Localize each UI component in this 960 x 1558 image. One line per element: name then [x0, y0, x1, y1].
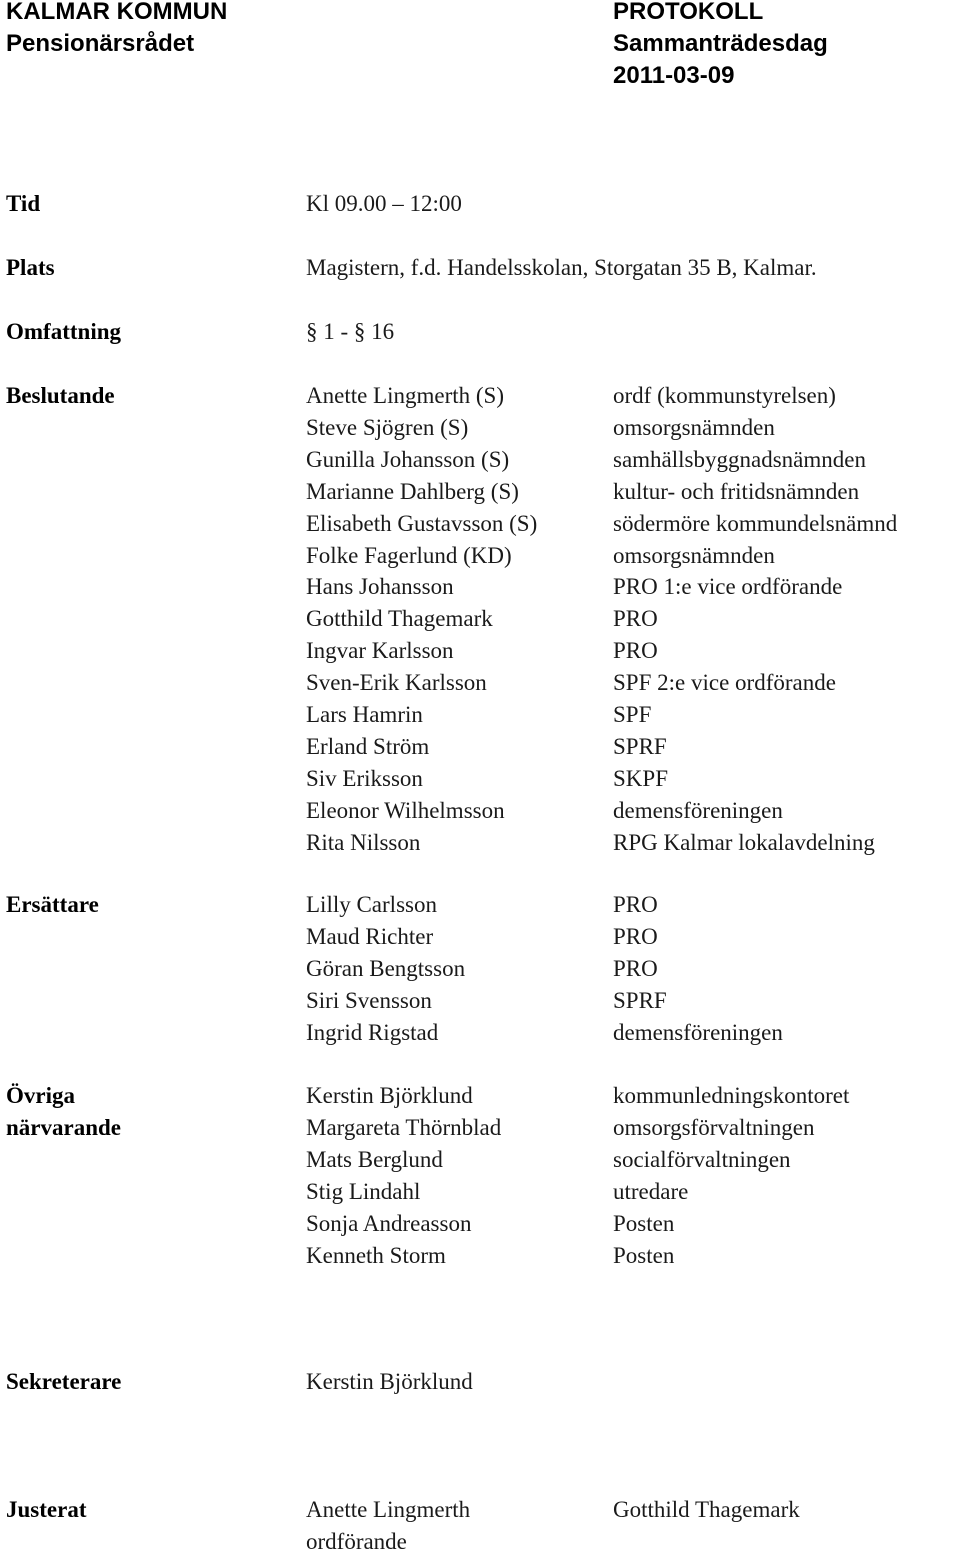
justerat-name-2: Gotthild Thagemark: [613, 1497, 800, 1522]
member-name: Gunilla Johansson (S): [306, 446, 510, 472]
member-row: [0, 1080, 960, 1112]
member-role: PRO: [613, 955, 658, 981]
header-right: [613, 0, 828, 92]
member-row: [0, 603, 960, 635]
member-role: södermöre kommundelsnämnd: [613, 510, 898, 536]
member-name: Hans Johansson: [306, 574, 454, 600]
member-row: [0, 444, 960, 476]
member-name: Siri Svensson: [306, 987, 432, 1013]
member-row: [0, 476, 960, 508]
justerat-title-row: [0, 1526, 960, 1558]
member-row: [0, 953, 960, 985]
member-row: [0, 1240, 960, 1272]
document-type: PROTOKOLL: [613, 0, 764, 25]
member-name: Margareta Thörnblad: [306, 1114, 502, 1140]
member-role: omsorgsnämnden: [613, 542, 775, 568]
omfattning-row: [0, 316, 960, 348]
member-name: Lars Hamrin: [306, 702, 423, 727]
member-role: demensföreningen: [613, 797, 783, 823]
council-name: Pensionärsrådet: [6, 30, 195, 57]
member-role: SPRF: [613, 733, 667, 759]
member-row: [0, 635, 960, 667]
member-role: Posten: [613, 1242, 675, 1268]
member-role: kommunledningskontoret: [613, 1083, 850, 1108]
member-name: Maud Richter: [306, 923, 434, 949]
plats-value: Magistern, f.d. Handelsskolan, Storgatan 35 B, Kalmar.: [306, 255, 817, 280]
paragraph-symbol: §: [353, 319, 366, 344]
ovriga-label-1: Övriga: [6, 1083, 75, 1108]
member-row: [0, 699, 960, 731]
tid-value: Kl 09.00 – 12:00: [306, 191, 462, 216]
ovriga-label-2: närvarande: [6, 1115, 121, 1140]
member-name: Rita Nilsson: [306, 829, 421, 855]
member-row: [0, 889, 960, 921]
member-name: Siv Eriksson: [306, 765, 423, 791]
member-name: Lilly Carlsson: [306, 892, 437, 917]
omfattning-label: Omfattning: [6, 319, 121, 344]
member-row: [0, 508, 960, 540]
member-name: Anette Lingmerth (S): [306, 383, 505, 408]
omfattning-value: [306, 316, 394, 348]
member-role: samhällsbyggnadsnämnden: [613, 446, 866, 472]
member-name: Mats Berglund: [306, 1146, 443, 1172]
member-role: omsorgsförvaltningen: [613, 1114, 815, 1140]
member-name: Ingrid Rigstad: [306, 1019, 439, 1045]
member-row: [0, 795, 960, 827]
member-name: Eleonor Wilhelmsson: [306, 797, 505, 823]
member-role: SPF 2:e vice ordförande: [613, 670, 836, 696]
justerat-title-1: ordförande: [306, 1529, 407, 1554]
member-role: SPRF: [613, 987, 667, 1013]
member-role: PRO 1:e vice ordförande: [613, 574, 843, 600]
sekreterare-label: Sekreterare: [6, 1369, 122, 1394]
member-name: Stig Lindahl: [306, 1178, 421, 1204]
member-row: [0, 1208, 960, 1240]
member-name: Elisabeth Gustavsson (S): [306, 510, 538, 536]
member-row: [0, 731, 960, 763]
member-row: [0, 571, 960, 603]
member-row: [0, 827, 960, 859]
member-row: [0, 921, 960, 953]
member-role: socialförvaltningen: [613, 1146, 791, 1172]
meeting-date: 2011-03-09: [613, 62, 735, 89]
header-left: [6, 0, 227, 60]
municipality-name: KALMAR KOMMUN: [6, 0, 228, 25]
member-name: Kenneth Storm: [306, 1242, 446, 1268]
member-role: PRO: [613, 638, 658, 664]
tid-row: [0, 188, 960, 220]
member-row: [0, 667, 960, 699]
member-row: [0, 1144, 960, 1176]
plats-row: [0, 252, 960, 284]
member-role: PRO: [613, 606, 658, 632]
member-row: [0, 763, 960, 795]
member-row: [0, 380, 960, 412]
member-role: ordf (kommunstyrelsen): [613, 383, 836, 408]
member-row: [0, 1017, 960, 1049]
member-row: [0, 540, 960, 572]
beslutande-label: Beslutande: [6, 383, 115, 408]
member-row: [0, 1112, 960, 1144]
member-role: PRO: [613, 892, 658, 917]
member-role: demensföreningen: [613, 1019, 783, 1045]
omfattning-separator: -: [334, 319, 354, 344]
member-row: [0, 985, 960, 1017]
member-role: omsorgsnämnden: [613, 414, 775, 440]
omfattning-to: 16: [371, 319, 395, 344]
tid-label: Tid: [6, 191, 41, 216]
member-role: SPF: [613, 702, 652, 727]
member-role: utredare: [613, 1178, 689, 1204]
member-name: Kerstin Björklund: [306, 1083, 473, 1108]
justerat-name-1: Anette Lingmerth: [306, 1497, 471, 1522]
sekreterare-row: [0, 1366, 960, 1398]
justerat-label: Justerat: [6, 1497, 87, 1522]
member-row: [0, 1176, 960, 1208]
justerat-row: [0, 1494, 960, 1526]
sekreterare-name: Kerstin Björklund: [306, 1369, 473, 1394]
member-role: RPG Kalmar lokalavdelning: [613, 829, 875, 855]
plats-label: Plats: [6, 255, 55, 280]
ersattare-label: Ersättare: [6, 892, 99, 917]
member-name: Steve Sjögren (S): [306, 414, 469, 440]
member-name: Göran Bengtsson: [306, 955, 466, 981]
member-name: Folke Fagerlund (KD): [306, 542, 512, 568]
paragraph-symbol: §: [306, 319, 318, 344]
member-role: PRO: [613, 923, 658, 949]
meeting-date-label: Sammanträdesdag: [613, 30, 828, 57]
member-name: Erland Ström: [306, 733, 430, 759]
omfattning-from: 1: [323, 319, 335, 344]
member-name: Sven-Erik Karlsson: [306, 670, 487, 696]
member-name: Sonja Andreasson: [306, 1210, 472, 1236]
member-role: kultur- och fritidsnämnden: [613, 478, 860, 504]
member-name: Gotthild Thagemark: [306, 606, 493, 632]
member-name: Marianne Dahlberg (S): [306, 478, 519, 504]
member-role: SKPF: [613, 765, 668, 791]
member-row: [0, 412, 960, 444]
member-role: Posten: [613, 1210, 675, 1236]
member-name: Ingvar Karlsson: [306, 638, 454, 664]
